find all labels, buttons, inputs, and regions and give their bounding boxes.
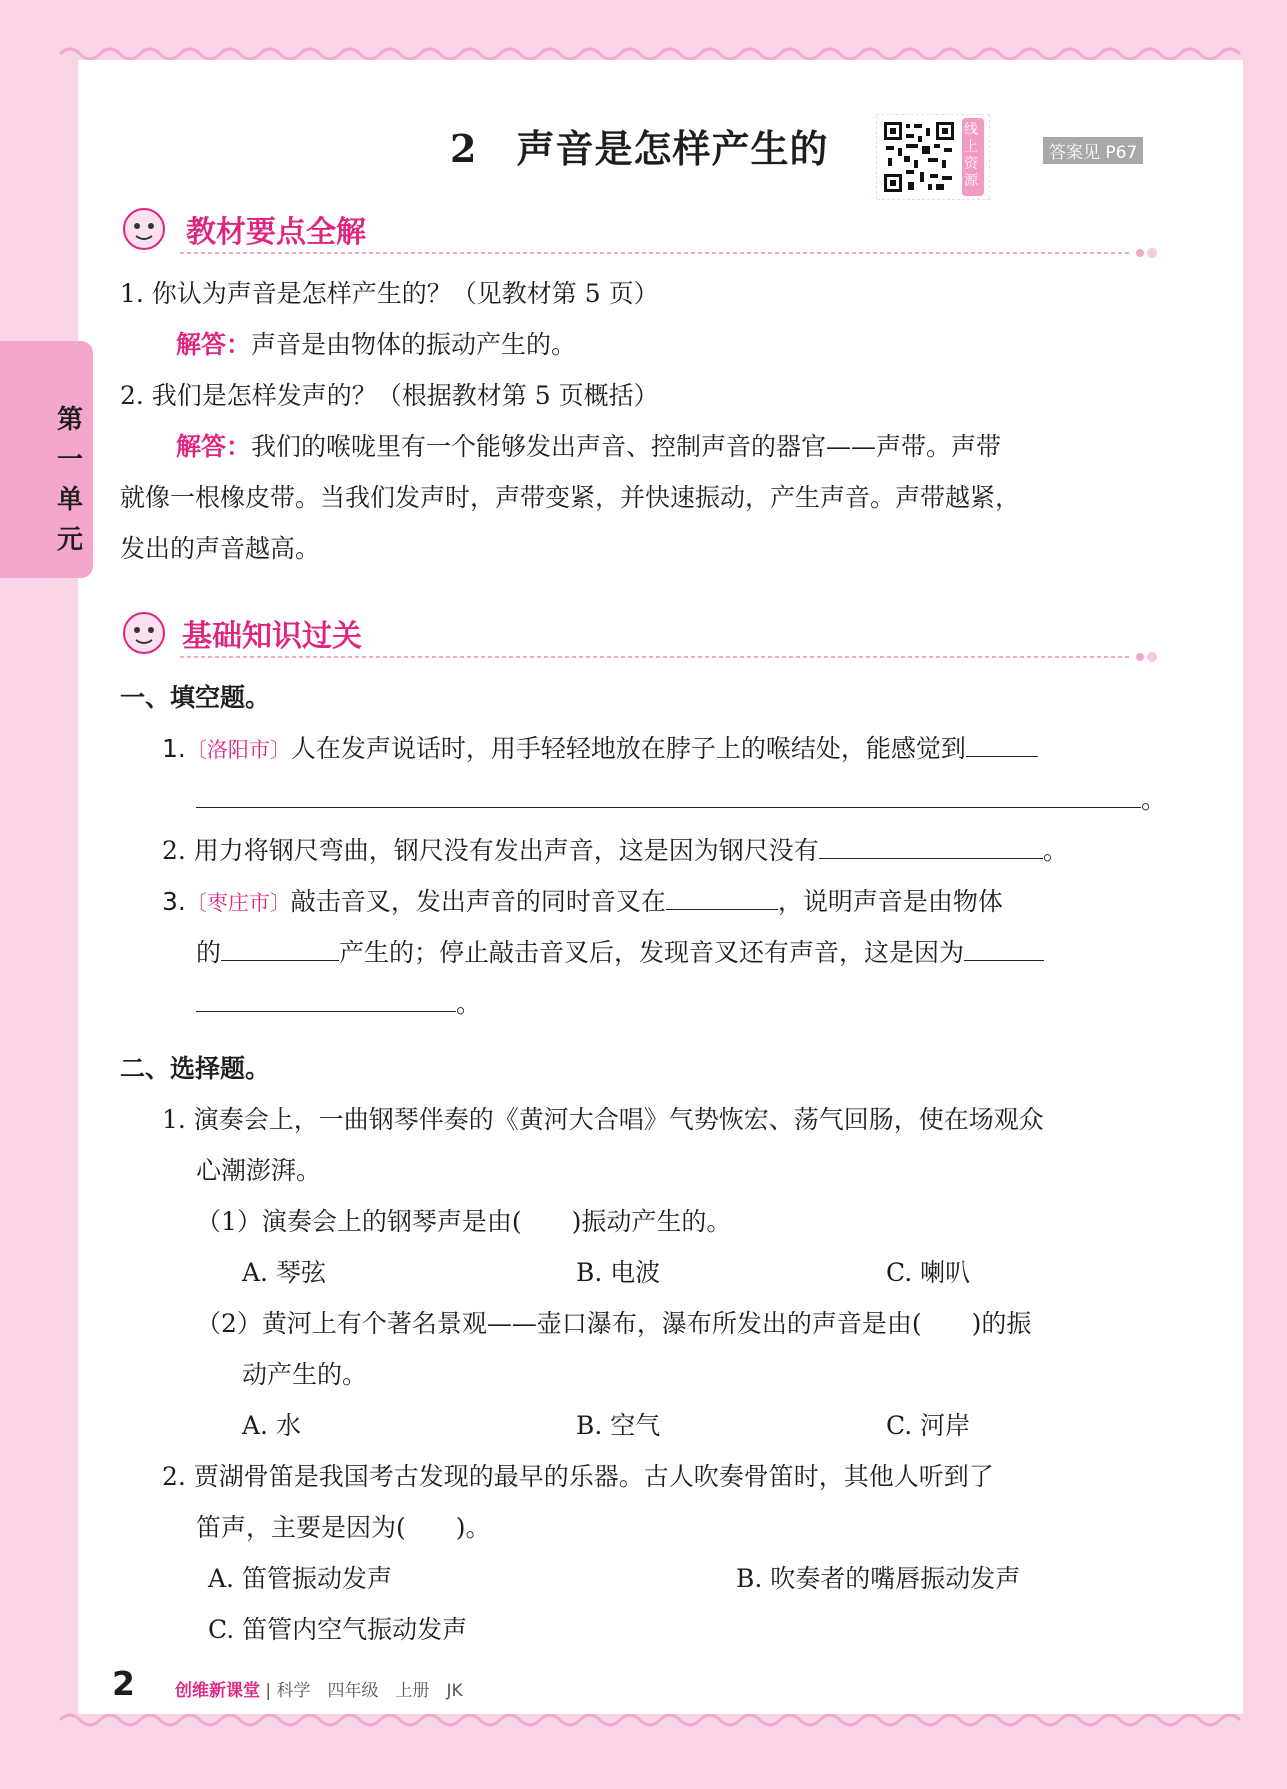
option-c[interactable]: C. 喇叭	[886, 1258, 971, 1287]
choice-2-line-1: 2. 贾湖骨笛是我国考古发现的最早的乐器。古人吹奏骨笛时，其他人听到了	[162, 1462, 994, 1491]
answer-blank[interactable]	[666, 889, 778, 910]
fill-3-text-d: 产生的；停止敲击音叉后，发现音叉还有声音，这是因为	[339, 938, 965, 967]
answer-label: 解答：	[176, 432, 252, 461]
choice-1-sub-1: （1）演奏会上的钢琴声是由( )振动产生的。	[196, 1207, 732, 1236]
part-1-heading: 一、填空题。	[120, 683, 271, 712]
page-number: 2	[112, 1664, 135, 1703]
cartoon-character-icon	[116, 608, 176, 658]
fill-3-number: 3.	[162, 887, 186, 916]
fill-2-text: 2. 用力将钢尺弯曲，钢尺没有发出声音，这是因为钢尺没有	[162, 836, 819, 865]
choice-1-line-2: 心潮澎湃。	[196, 1156, 322, 1185]
option-b[interactable]: B. 电波	[576, 1258, 661, 1287]
fill-1-number: 1.	[162, 734, 186, 763]
lesson-title: 2 声音是怎样产生的	[450, 126, 829, 171]
part-2-heading: 二、选择题。	[120, 1054, 271, 1083]
answer-2-line-2: 就像一根橡皮带。当我们发声时，声带变紧，并快速振动，产生声音。声带越紧，	[120, 483, 1021, 512]
fill-1-text: 人在发声说话时，用手轻轻地放在脖子上的喉结处，能感觉到	[290, 734, 966, 763]
section-title-basic-knowledge: 基础知识过关	[182, 619, 362, 654]
footer-info: | 科学 四年级 上册 JK	[265, 1681, 463, 1701]
answer-blank[interactable]	[196, 991, 456, 1012]
period: 。	[456, 989, 482, 1018]
option-c[interactable]: C. 河岸	[886, 1411, 971, 1440]
answer-label: 解答：	[176, 330, 252, 359]
period: 。	[1042, 836, 1068, 865]
answer-blank[interactable]	[221, 940, 339, 961]
answer-blank[interactable]	[196, 787, 1141, 808]
fill-3-text-b: ，说明声音是由物体	[777, 887, 1003, 916]
question-2: 2. 我们是怎样发声的？（根据教材第 5 页概括）	[120, 381, 659, 410]
cartoon-character-icon	[116, 204, 176, 254]
region-tag: 〔洛阳市〕	[185, 738, 291, 762]
unit-tab-label: 第一单元	[56, 405, 83, 555]
answer-reference: 答案见 P67	[1043, 137, 1143, 164]
choice-1-sub-2-line-1: （2）黄河上有个著名景观——壶口瀑布，瀑布所发出的声音是由( )的振	[196, 1309, 1032, 1338]
option-a[interactable]: A. 琴弦	[242, 1258, 326, 1287]
answer-2-line-1: 我们的喉咙里有一个能够发出声音、控制声音的器官——声带。声带	[251, 432, 1002, 461]
fill-3-text-a: 敲击音叉，发出声音的同时音叉在	[290, 887, 666, 916]
region-tag: 〔枣庄市〕	[185, 891, 291, 915]
fill-3-text-c: 的	[196, 938, 222, 967]
option-a[interactable]: A. 水	[242, 1411, 301, 1440]
footer-brand: 创维新课堂	[175, 1681, 260, 1701]
section-title-textbook-points: 教材要点全解	[186, 215, 366, 250]
option-a[interactable]: A. 笛管振动发声	[208, 1564, 392, 1593]
period: 。	[1141, 785, 1167, 814]
choice-1-line-1: 1. 演奏会上，一曲钢琴伴奏的《黄河大合唱》气势恢宏、荡气回肠，使在场观众	[162, 1105, 1044, 1134]
section-divider	[180, 246, 1165, 260]
answer-blank[interactable]	[964, 940, 1044, 961]
question-1: 1. 你认为声音是怎样产生的？（见教材第 5 页）	[120, 279, 659, 308]
option-c[interactable]: C. 笛管内空气振动发声	[208, 1615, 468, 1644]
section-divider	[180, 650, 1165, 664]
answer-1-text: 声音是由物体的振动产生的。	[251, 330, 577, 359]
choice-1-sub-2-line-2: 动产生的。	[242, 1360, 368, 1389]
answer-blank[interactable]	[966, 736, 1038, 757]
option-b[interactable]: B. 空气	[576, 1411, 661, 1440]
choice-2-line-2: 笛声，主要是因为( )。	[196, 1513, 491, 1542]
option-b[interactable]: B. 吹奏者的嘴唇振动发声	[736, 1564, 1021, 1593]
answer-blank[interactable]	[819, 838, 1043, 859]
answer-2-line-3: 发出的声音越高。	[120, 534, 321, 563]
qr-resource-label: 线上资源	[964, 122, 978, 189]
